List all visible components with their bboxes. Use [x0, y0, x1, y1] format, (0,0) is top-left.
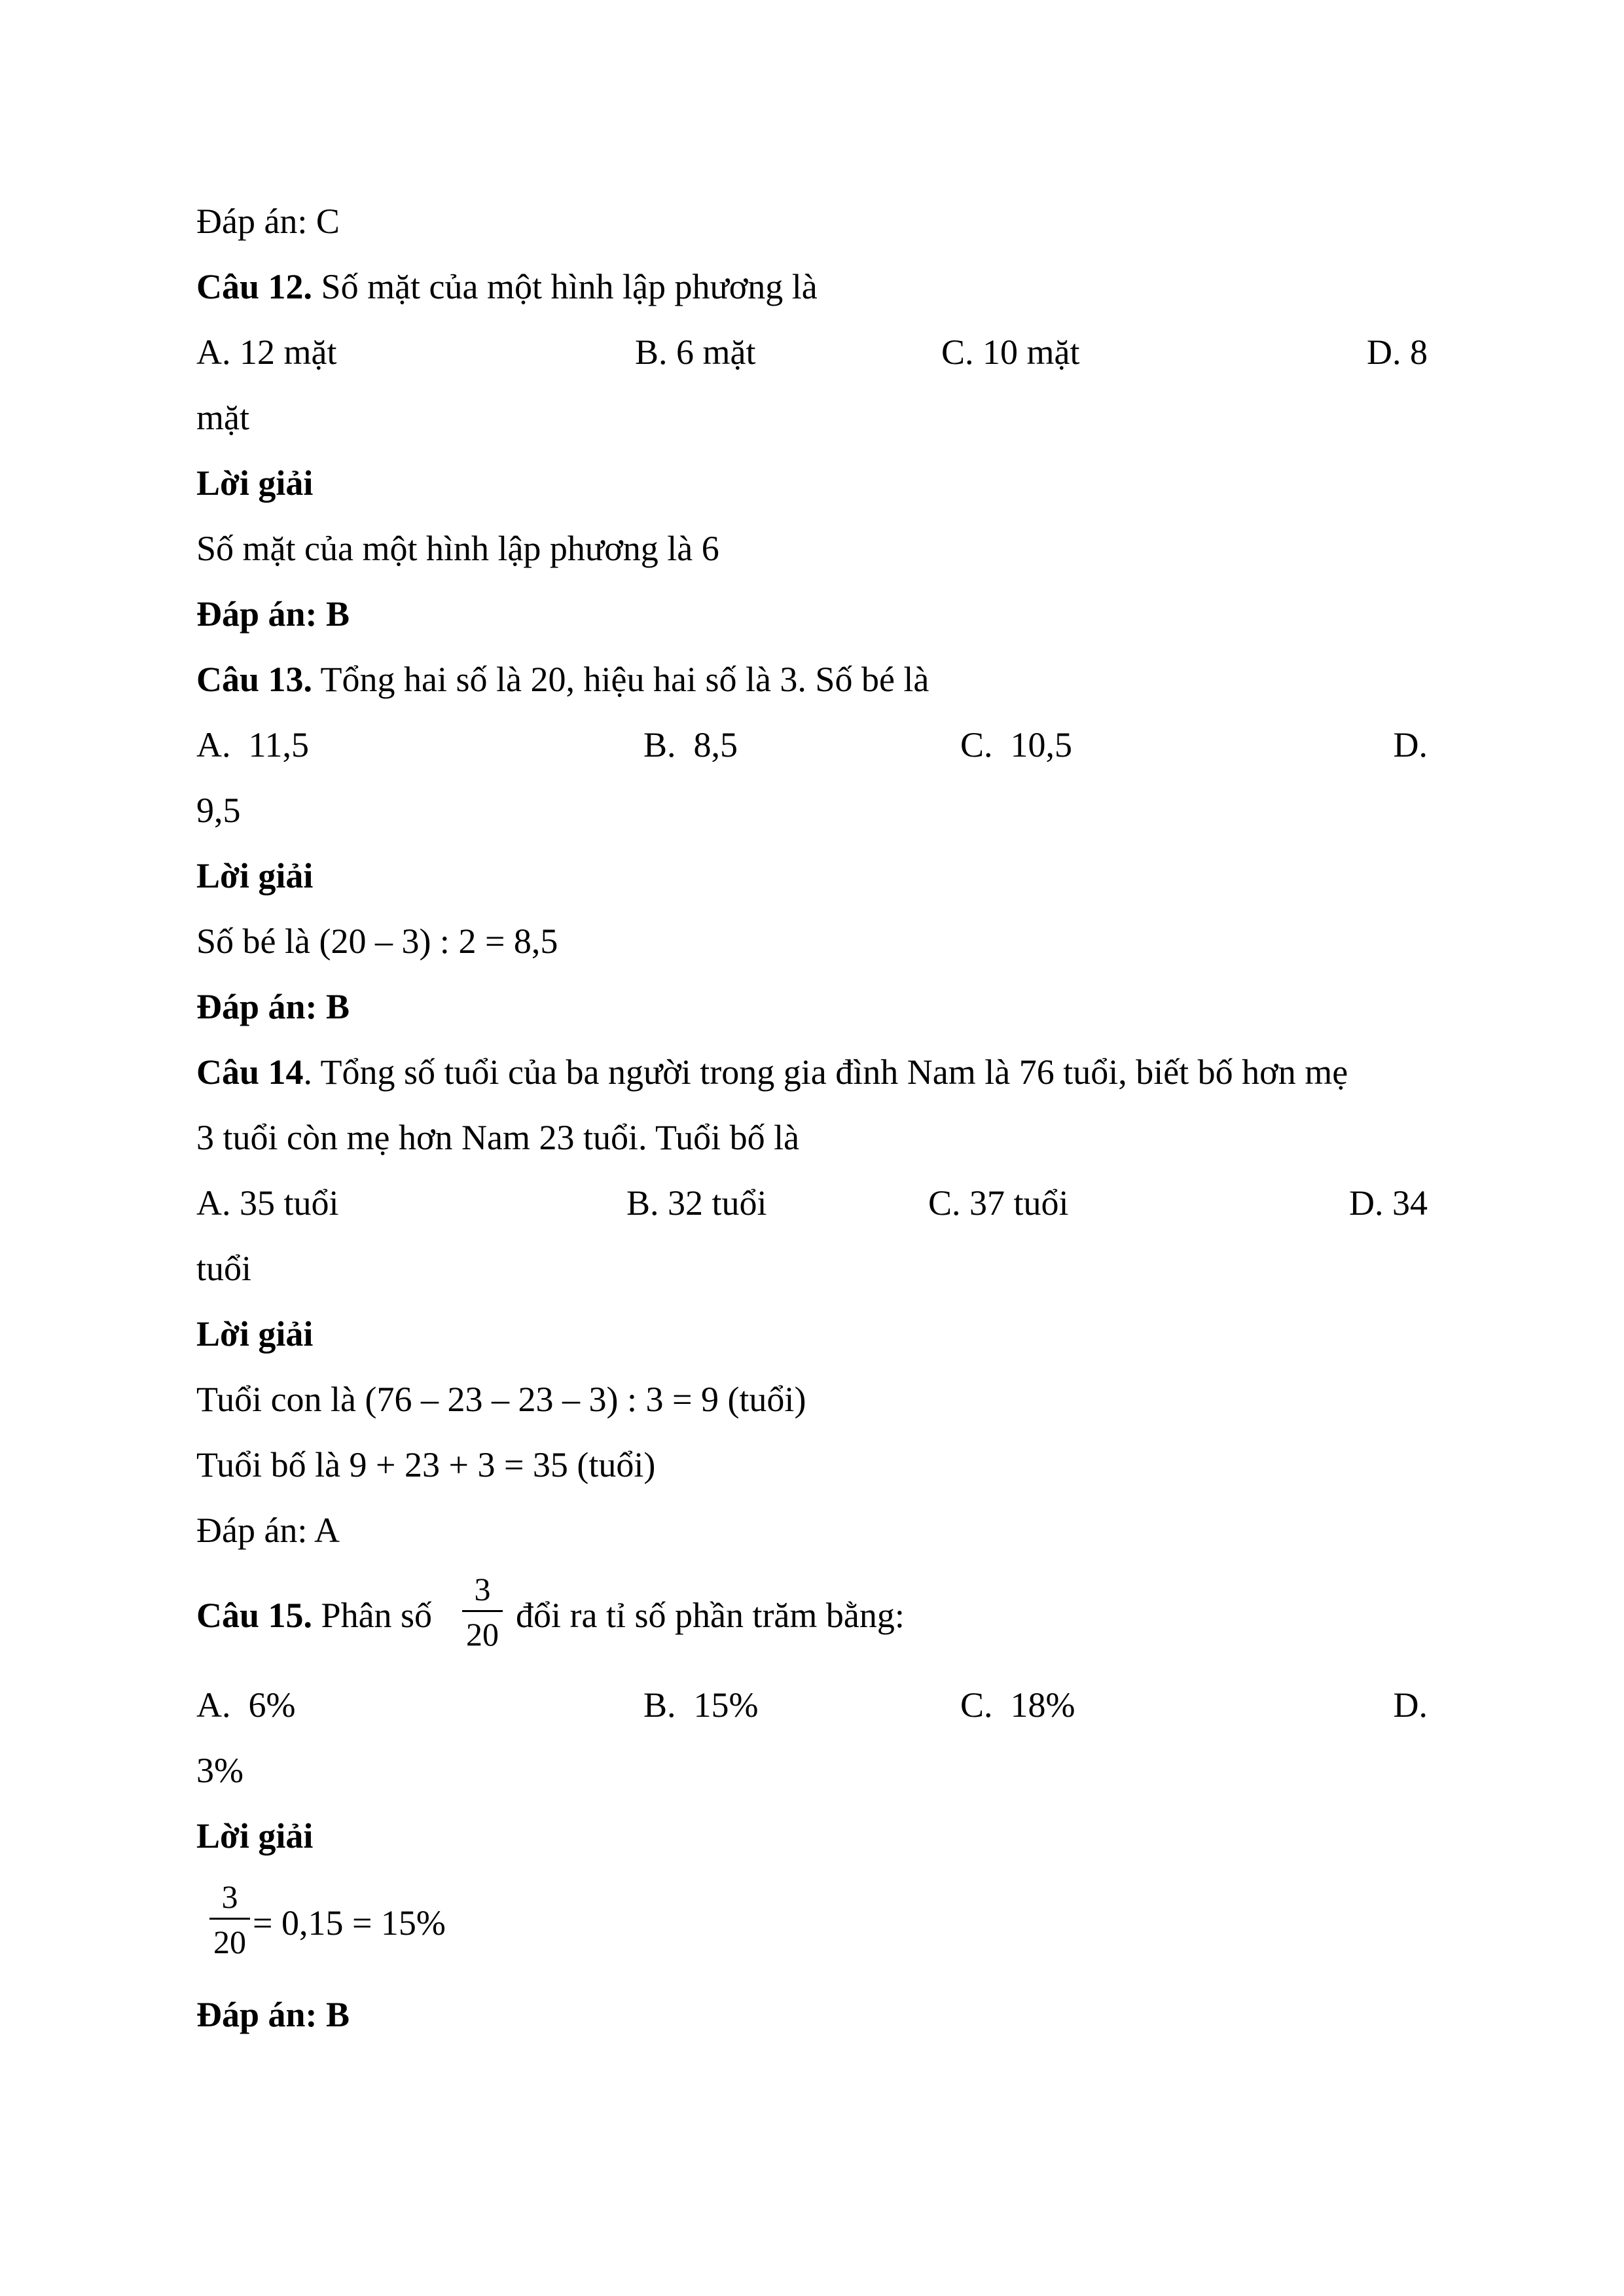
question-15-label: Câu 15. — [196, 1596, 313, 1635]
q13-option-d-wrap: 9,5 — [196, 791, 241, 830]
q14-option-a: A. 35 tuổi — [196, 1183, 339, 1223]
q15-solution-heading: Lời giải — [196, 1816, 314, 1856]
q15-solution-fraction — [209, 1878, 250, 1960]
q14-solution-heading: Lời giải — [196, 1314, 314, 1354]
q12-answer: Đáp án: B — [196, 594, 350, 634]
q12-solution-line: Số mặt của một hình lập phương là 6 — [196, 529, 719, 568]
q15-solution-fraction-bar — [209, 1918, 250, 1920]
q12-option-c: C. 10 mặt — [941, 332, 1080, 372]
question-14-label: Câu 14 — [196, 1052, 304, 1092]
q15-option-d: D. — [1393, 1685, 1428, 1725]
q15-fraction — [462, 1571, 503, 1653]
q14-solution-line-2: Tuổi bố là 9 + 23 + 3 = 35 (tuổi) — [196, 1445, 656, 1484]
question-13-label: Câu 13. — [196, 660, 313, 699]
q12-option-d-wrap: mặt — [196, 398, 249, 437]
q14-option-d: D. 34 — [1349, 1183, 1428, 1223]
q13-option-a: A. 11,5 — [196, 725, 309, 764]
question-15 — [196, 1594, 432, 1636]
q13-option-b: B. 8,5 — [643, 725, 738, 764]
q14-option-b: B. 32 tuổi — [626, 1183, 767, 1223]
question-15-text-after: đổi ra tỉ số phần trăm bằng: — [516, 1596, 905, 1635]
question-15-text: Phân số — [312, 1596, 433, 1635]
q15-answer: Đáp án: B — [196, 1995, 350, 2034]
q15-solution-line: = 0,15 = 15% — [253, 1903, 446, 1943]
q15-fraction-numerator: 3 — [474, 1571, 491, 1607]
q15-option-b: B. 15% — [643, 1685, 759, 1725]
q13-option-c: C. 10,5 — [960, 725, 1073, 764]
question-12 — [196, 266, 818, 308]
q13-solution-heading: Lời giải — [196, 856, 314, 895]
q13-answer: Đáp án: B — [196, 987, 350, 1026]
q15-solution-fraction-denominator: 20 — [213, 1924, 246, 1960]
q15-option-a: A. 6% — [196, 1685, 296, 1725]
question-14-text: . Tổng số tuổi của ba người trong gia đình Nam là 76 tuổi, biết bố hơn mẹ — [303, 1052, 1348, 1092]
q12-solution-heading: Lời giải — [196, 463, 314, 503]
q15-option-d-wrap: 3% — [196, 1751, 244, 1790]
q12-option-b: B. 6 mặt — [635, 332, 756, 372]
q13-option-d: D. — [1393, 725, 1428, 764]
q14-option-c: C. 37 tuổi — [928, 1183, 1069, 1223]
q15-fraction-denominator: 20 — [466, 1616, 499, 1653]
q14-answer: Đáp án: A — [196, 1511, 340, 1550]
q14-solution-line-1: Tuổi con là (76 – 23 – 23 – 3) : 3 = 9 (tuổi) — [196, 1380, 806, 1419]
q12-option-a: A. 12 mặt — [196, 332, 337, 372]
question-14 — [196, 1051, 1348, 1093]
q13-solution-line: Số bé là (20 – 3) : 2 = 8,5 — [196, 922, 558, 961]
q15-option-c: C. 18% — [960, 1685, 1075, 1725]
q15-solution-fraction-numerator: 3 — [221, 1878, 238, 1915]
q12-option-d: D. 8 — [1367, 332, 1428, 372]
prev-answer: Đáp án: C — [196, 202, 340, 241]
question-14-text-cont: 3 tuổi còn mẹ hơn Nam 23 tuổi. Tuổi bố là — [196, 1118, 800, 1157]
question-13 — [196, 658, 929, 700]
question-12-text: Số mặt của một hình lập phương là — [312, 267, 818, 306]
q15-fraction-bar — [462, 1610, 503, 1612]
question-13-text: Tổng hai số là 20, hiệu hai số là 3. Số bé là — [312, 660, 929, 699]
q14-option-d-wrap: tuổi — [196, 1249, 252, 1288]
question-12-label: Câu 12. — [196, 267, 313, 306]
